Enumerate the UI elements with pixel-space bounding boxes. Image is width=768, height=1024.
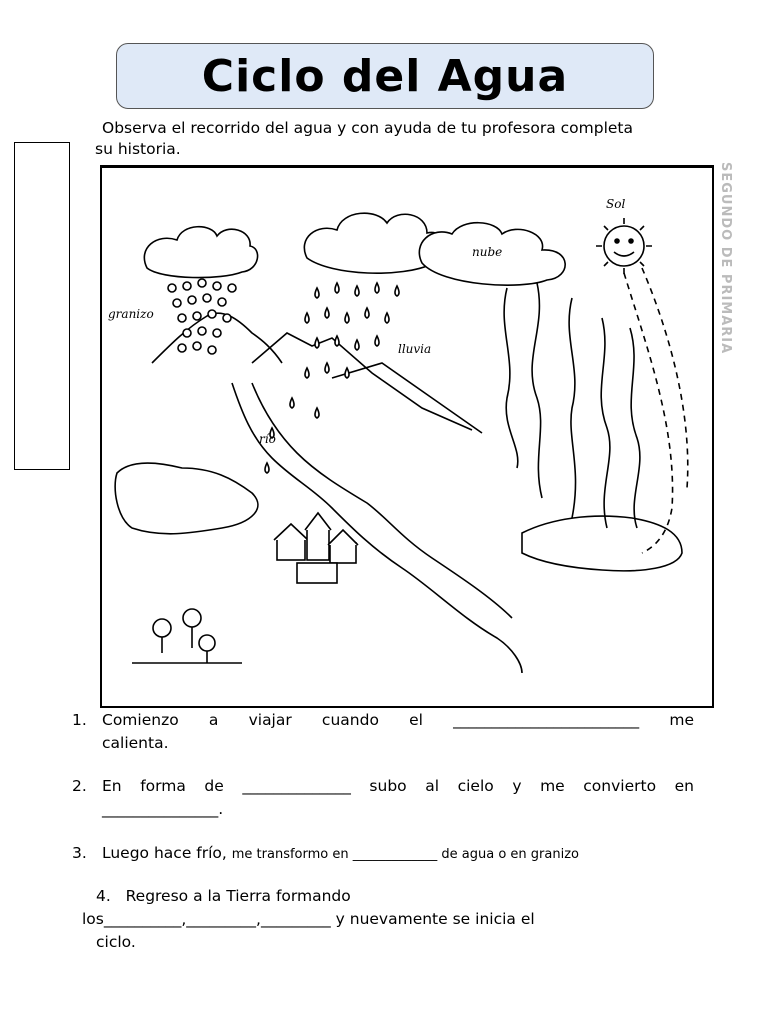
label-sol: Sol [606, 197, 626, 211]
label-rio: río [259, 432, 276, 446]
question-3-small-b: de agua o en granizo [437, 847, 579, 862]
question-2 [72, 775, 694, 821]
instructions [95, 118, 705, 160]
side-margin-box [14, 142, 70, 470]
label-lluvia: lluvia [398, 342, 432, 356]
question-4-text-a: Regreso a la Tierra formando [125, 887, 351, 905]
trees-icon [132, 609, 242, 663]
label-nube: nube [472, 245, 503, 259]
question-4-line-a [96, 885, 696, 908]
instructions-line-1: Observa el recorrido del agua y con ayuda de tu profesora completa [102, 119, 633, 137]
question-2-number: 2. [72, 777, 87, 795]
question-2-line-a: En forma de ______________ subo al cielo y me convierto en [102, 777, 694, 795]
label-granizo: granizo [108, 307, 154, 321]
instructions-line-2: su historia. [95, 140, 181, 158]
side-watermark: SEGUNDO DE PRIMARIA [718, 162, 733, 355]
title-banner [116, 43, 654, 109]
question-3-bold: Luego hace frío, [102, 844, 232, 862]
illustration-svg [102, 168, 712, 704]
question-1-line-b: calienta. [102, 734, 169, 752]
hail-cloud [144, 227, 257, 278]
sun-icon [596, 218, 652, 274]
question-1-line-a: Comienzo a viajar cuando el ________________________ me [102, 711, 694, 729]
question-4 [82, 885, 696, 954]
question-1-number: 1. [72, 711, 87, 729]
page-title: Ciclo del Agua [201, 50, 569, 102]
question-2-line-b: _______________. [102, 800, 224, 818]
question-1 [72, 709, 694, 755]
question-4-line-b: los__________,_________,_________ y nuevamente se inicia el [82, 910, 535, 928]
water-cycle-illustration [100, 165, 714, 708]
snow-mountain [152, 313, 282, 363]
question-3-small-a: me transformo en [231, 847, 353, 862]
question-4-line-c: ciclo. [96, 933, 136, 951]
village-icon [274, 513, 358, 583]
evaporation-arrows [504, 283, 640, 528]
sea [522, 516, 682, 571]
question-3-number: 3. [72, 844, 87, 862]
question-3-blank: _____________ [352, 847, 438, 862]
question-4-number: 4. [96, 887, 111, 905]
question-3 [72, 842, 694, 866]
lake [115, 463, 258, 534]
question-3-line [102, 842, 694, 866]
